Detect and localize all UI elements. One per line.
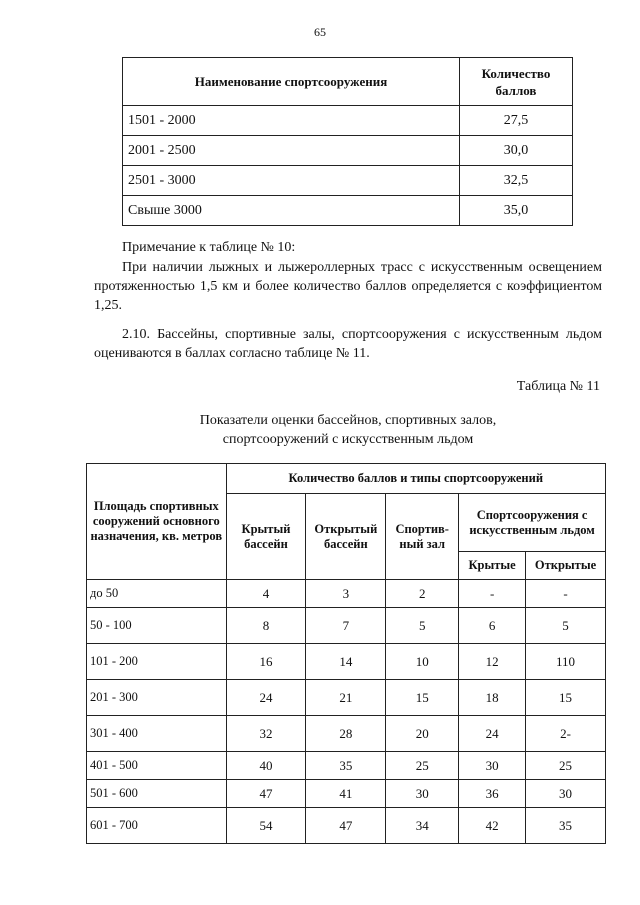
table-row — [87, 580, 606, 608]
table11-cell-area: 101 - 200 — [87, 644, 227, 680]
table11-cell: 7 — [306, 608, 386, 644]
note-title: Примечание к таблице № 10: — [122, 240, 296, 255]
table11-header-ice-covered: Крытые — [459, 552, 526, 580]
table11-cell: 25 — [526, 752, 606, 780]
table11-cell: 20 — [386, 716, 459, 752]
table11-caption-line-2: спортсооружений с искусственным льдом — [222, 432, 474, 447]
table11-cell: 21 — [306, 680, 386, 716]
table11-cell: 2 — [386, 580, 459, 608]
table11-cell: 12 — [459, 644, 526, 680]
table-row — [123, 166, 573, 196]
table11-cell: 16 — [226, 644, 306, 680]
table11-cell: - — [459, 580, 526, 608]
note-text: При наличии лыжных и лыжероллерных трасс с искусственным освещением протяженностью 1,5 км и более количество баллов определяется с коэффициентом 1,25. — [94, 260, 602, 313]
table-row — [87, 608, 606, 644]
table-row — [87, 644, 606, 680]
table11-cell: 14 — [306, 644, 386, 680]
table-row — [123, 196, 573, 226]
table10-cell-name: 1501 - 2000 — [123, 106, 460, 136]
table11-cell: 35 — [526, 808, 606, 844]
table11-cell: 54 — [226, 808, 306, 844]
table11-cell: 15 — [386, 680, 459, 716]
table10-cell-name: Свыше 3000 — [123, 196, 460, 226]
table11-cell: 18 — [459, 680, 526, 716]
table11-label: Таблица № 11 — [516, 379, 600, 394]
table11-cell-area: до 50 — [87, 580, 227, 608]
table10-cell-points: 30,0 — [460, 136, 573, 166]
table11-cell: - — [526, 580, 606, 608]
table11-cell: 35 — [306, 752, 386, 780]
table11-header-open-pool: Открытый бассейн — [306, 494, 386, 580]
table11-cell-area: 201 - 300 — [87, 680, 227, 716]
table11-cell: 110 — [526, 644, 606, 680]
table11-cell: 25 — [386, 752, 459, 780]
table-row — [87, 780, 606, 808]
table-11 — [86, 463, 606, 844]
table-10-continuation — [122, 57, 573, 226]
table11-cell: 15 — [526, 680, 606, 716]
table11-cell: 28 — [306, 716, 386, 752]
table11-cell: 8 — [226, 608, 306, 644]
table11-cell: 10 — [386, 644, 459, 680]
table11-cell: 34 — [386, 808, 459, 844]
paragraph-2-10: 2.10. Бассейны, спортивные залы, спортсооружения с искусственным льдом оцениваются в баллах согласно таблице № 11. — [94, 327, 602, 361]
table-row — [123, 136, 573, 166]
table11-cell: 47 — [306, 808, 386, 844]
table11-cell: 47 — [226, 780, 306, 808]
table11-caption — [94, 411, 602, 449]
table11-header-group: Количество баллов и типы спортсооружений — [226, 464, 605, 494]
table11-cell: 4 — [226, 580, 306, 608]
table10-header-points: Количество баллов — [460, 58, 573, 106]
table10-cell-name: 2001 - 2500 — [123, 136, 460, 166]
table11-header-covered-pool: Крытый бассейн — [226, 494, 306, 580]
table10-header-name: Наименование спортсооружения — [123, 58, 460, 106]
table11-cell: 2- — [526, 716, 606, 752]
table10-cell-name: 2501 - 3000 — [123, 166, 460, 196]
table11-cell-area: 401 - 500 — [87, 752, 227, 780]
table11-cell: 32 — [226, 716, 306, 752]
table10-cell-points: 32,5 — [460, 166, 573, 196]
table11-cell: 5 — [526, 608, 606, 644]
table11-header-ice: Спортсооружения с искусственным льдом — [459, 494, 606, 552]
table10-cell-points: 27,5 — [460, 106, 573, 136]
table11-cell-area: 601 - 700 — [87, 808, 227, 844]
table-row — [87, 808, 606, 844]
table-row — [87, 680, 606, 716]
table11-cell: 40 — [226, 752, 306, 780]
table-row — [87, 716, 606, 752]
page-number: 65 — [314, 25, 326, 39]
table-row — [123, 106, 573, 136]
table11-header-gym: Спортив-ный зал — [386, 494, 459, 580]
table11-header-area: Площадь спортивных сооружений основного назначения, кв. метров — [87, 464, 227, 580]
table11-cell: 24 — [459, 716, 526, 752]
table11-cell: 30 — [526, 780, 606, 808]
table11-cell: 42 — [459, 808, 526, 844]
table10-cell-points: 35,0 — [460, 196, 573, 226]
table11-cell-area: 301 - 400 — [87, 716, 227, 752]
table11-header-ice-open: Открытые — [526, 552, 606, 580]
table11-cell-area: 50 - 100 — [87, 608, 227, 644]
table11-cell: 41 — [306, 780, 386, 808]
table11-cell: 24 — [226, 680, 306, 716]
table11-cell: 6 — [459, 608, 526, 644]
table11-cell-area: 501 - 600 — [87, 780, 227, 808]
table-row — [87, 752, 606, 780]
table11-cell: 3 — [306, 580, 386, 608]
table11-caption-line-1: Показатели оценки бассейнов, спортивных залов, — [199, 413, 497, 428]
table11-cell: 30 — [386, 780, 459, 808]
table11-cell: 30 — [459, 752, 526, 780]
table11-cell: 36 — [459, 780, 526, 808]
table11-cell: 5 — [386, 608, 459, 644]
